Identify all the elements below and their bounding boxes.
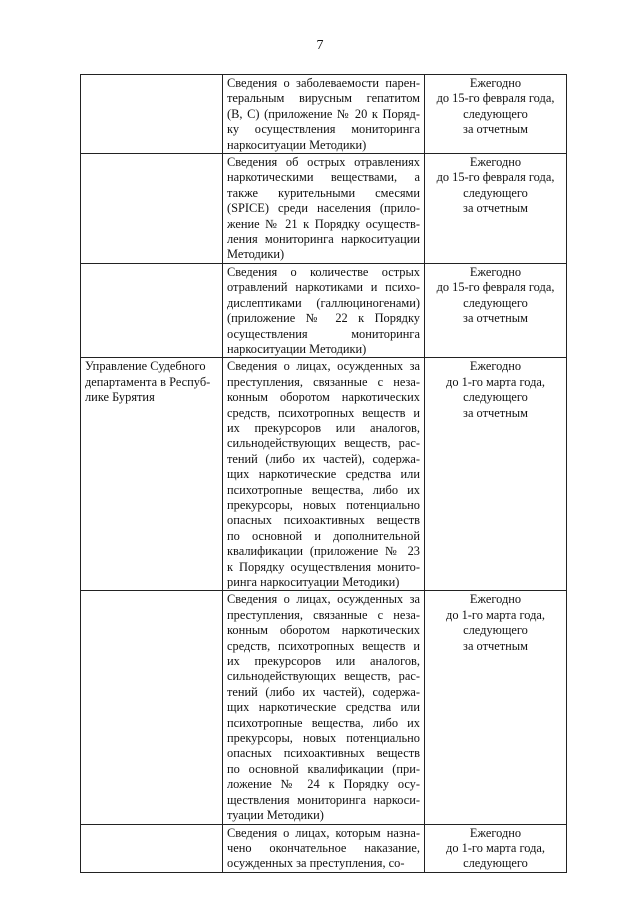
table-row xyxy=(81,358,567,591)
table-row xyxy=(81,75,567,154)
department-cell xyxy=(81,75,223,154)
deadline-cell-line: Ежегодно xyxy=(469,359,522,374)
description-cell-line: отравлений наркотиками и психо- xyxy=(227,280,420,295)
deadline-cell-line: за отчетным xyxy=(463,122,528,137)
deadline-cell-line: Ежегодно xyxy=(469,825,522,840)
description-cell xyxy=(223,154,425,264)
deadline-cell-line: следующего xyxy=(463,390,528,405)
description-cell-line: осуществления мониторинга xyxy=(227,326,420,341)
description-cell-line: тений (либо их частей), содержа- xyxy=(227,451,420,466)
deadline-cell xyxy=(425,358,567,591)
table-row xyxy=(81,591,567,824)
description-cell-line: квалификации (приложение № 23 xyxy=(227,544,420,559)
deadline-cell-line: Ежегодно xyxy=(469,264,522,279)
deadline-cell xyxy=(425,263,567,357)
description-cell-line: по основной и дополнительной xyxy=(227,528,420,543)
description-cell-line: Методики) xyxy=(227,247,285,262)
monitoring-table xyxy=(80,74,567,873)
deadline-cell-line: Ежегодно xyxy=(469,76,522,90)
description-cell-line: (SPICE) среди населения (прило- xyxy=(227,201,420,216)
description-cell-line: осужденных за преступления, со- xyxy=(227,856,405,871)
deadline-cell xyxy=(425,824,567,872)
description-cell-line: их прекурсоров или аналогов, xyxy=(227,654,420,669)
description-cell-line: Сведения о заболеваемости парен- xyxy=(227,76,420,90)
description-cell-line: щих наркотические средства или xyxy=(227,467,420,482)
deadline-cell-line: за отчетным xyxy=(463,201,528,216)
description-cell xyxy=(223,263,425,357)
description-cell-line: ления мониторинга наркоситуации xyxy=(227,232,420,247)
deadline-cell xyxy=(425,75,567,154)
description-cell-line: прекурсоры, новых потенциально xyxy=(227,731,420,746)
description-cell-line: сильнодействующих веществ, рас- xyxy=(227,436,420,451)
description-cell-line: чено окончательное наказание, xyxy=(227,840,420,855)
deadline-cell xyxy=(425,154,567,264)
description-cell-line: Сведения об острых отравлениях xyxy=(227,155,420,170)
description-cell xyxy=(223,591,425,824)
description-cell xyxy=(223,358,425,591)
table-row xyxy=(81,824,567,872)
description-cell-line: средств, психотропных веществ и xyxy=(227,638,420,653)
deadline-cell-line: до 15-го февраля года, xyxy=(436,91,555,106)
description-cell-line: психотропные вещества, либо их xyxy=(227,482,420,497)
description-cell xyxy=(223,75,425,154)
description-cell-line: сильнодействующих веществ, рас- xyxy=(227,669,420,684)
description-cell-line: ществления мониторинга наркоси- xyxy=(227,792,420,807)
deadline-cell-line: до 15-го февраля года, xyxy=(436,280,555,295)
department-cell xyxy=(81,591,223,824)
department-cell-line: лике Бурятия xyxy=(85,390,155,405)
description-cell-line: щих наркотические средства или xyxy=(227,700,420,715)
description-cell-line: Сведения о лицах, осужденных за xyxy=(227,359,420,374)
deadline-cell-line: до 15-го февраля года, xyxy=(436,170,555,185)
description-cell-line: их прекурсоров или аналогов, xyxy=(227,420,420,435)
table-row xyxy=(81,263,567,357)
description-cell-line: жение № 21 к Порядку осуществ- xyxy=(227,216,420,231)
deadline-cell-line: следующего xyxy=(463,856,528,871)
description-cell-line: прекурсоры, новых потенциально xyxy=(227,497,420,512)
department-cell xyxy=(81,263,223,357)
description-cell-line: ку осуществления мониторинга xyxy=(227,122,420,137)
deadline-cell-line: за отчетным xyxy=(463,405,528,420)
deadline-cell-line: до 1-го марта года, xyxy=(446,607,545,622)
table-body xyxy=(81,75,567,873)
description-cell-line: опасных психоактивных веществ xyxy=(227,746,420,761)
department-cell xyxy=(81,824,223,872)
description-cell-line: тений (либо их частей), содержа- xyxy=(227,684,420,699)
description-cell-line: конным оборотом наркотических xyxy=(227,390,420,405)
description-cell-line: конным оборотом наркотических xyxy=(227,623,420,638)
description-cell-line: наркоситуации Методики) xyxy=(227,137,367,152)
description-cell xyxy=(223,824,425,872)
description-cell-line: средств, психотропных веществ и xyxy=(227,405,420,420)
department-cell xyxy=(81,154,223,264)
deadline-cell-line: до 1-го марта года, xyxy=(446,374,545,389)
description-cell-line: (приложение № 22 к Порядку xyxy=(227,311,420,326)
description-cell-line: (В, С) (приложение № 20 к Поряд- xyxy=(227,106,420,121)
deadline-cell-line: за отчетным xyxy=(463,311,528,326)
deadline-cell-line: следующего xyxy=(463,106,528,121)
description-cell-line: наркотическими веществами, а xyxy=(227,170,420,185)
description-cell-line: опасных психоактивных веществ xyxy=(227,513,420,528)
description-cell-line: Сведения о лицах, осужденных за xyxy=(227,592,420,607)
description-cell-line: Сведения о количестве острых xyxy=(227,264,420,279)
description-cell-line: психотропные вещества, либо их xyxy=(227,715,420,730)
description-cell-line: также курительными смесями xyxy=(227,185,420,200)
description-cell-line: теральным вирусным гепатитом xyxy=(227,91,420,106)
deadline-cell-line: следующего xyxy=(463,185,528,200)
deadline-cell-line: Ежегодно xyxy=(469,592,522,607)
deadline-cell-line: следующего xyxy=(463,623,528,638)
deadline-cell-line: за отчетным xyxy=(463,638,528,653)
description-cell-line: дислептиками (галлюциногенами) xyxy=(227,295,420,310)
deadline-cell-line: следующего xyxy=(463,295,528,310)
description-cell-line: преступления, связанные с неза- xyxy=(227,607,420,622)
department-cell xyxy=(81,358,223,591)
description-cell-line: ринга наркоситуации Методики) xyxy=(227,575,400,589)
deadline-cell-line: до 1-го марта года, xyxy=(446,840,545,855)
page-number: 7 xyxy=(316,38,324,53)
table-row xyxy=(81,154,567,264)
description-cell-line: преступления, связанные с неза- xyxy=(227,374,420,389)
description-cell-line: по основной квалификации (при- xyxy=(227,761,420,776)
description-cell-line: к Порядку осуществления монито- xyxy=(227,559,420,574)
description-cell-line: наркоситуации Методики) xyxy=(227,341,367,356)
description-cell-line: ложение № 24 к Порядку осу- xyxy=(227,777,420,792)
description-cell-line: Сведения о лицах, которым назна- xyxy=(227,825,420,840)
deadline-cell xyxy=(425,591,567,824)
deadline-cell-line: Ежегодно xyxy=(469,155,522,170)
description-cell-line: туации Методики) xyxy=(227,808,324,823)
department-cell-line: Управление Судебного xyxy=(85,359,206,374)
department-cell-line: департамента в Респуб- xyxy=(85,374,211,389)
